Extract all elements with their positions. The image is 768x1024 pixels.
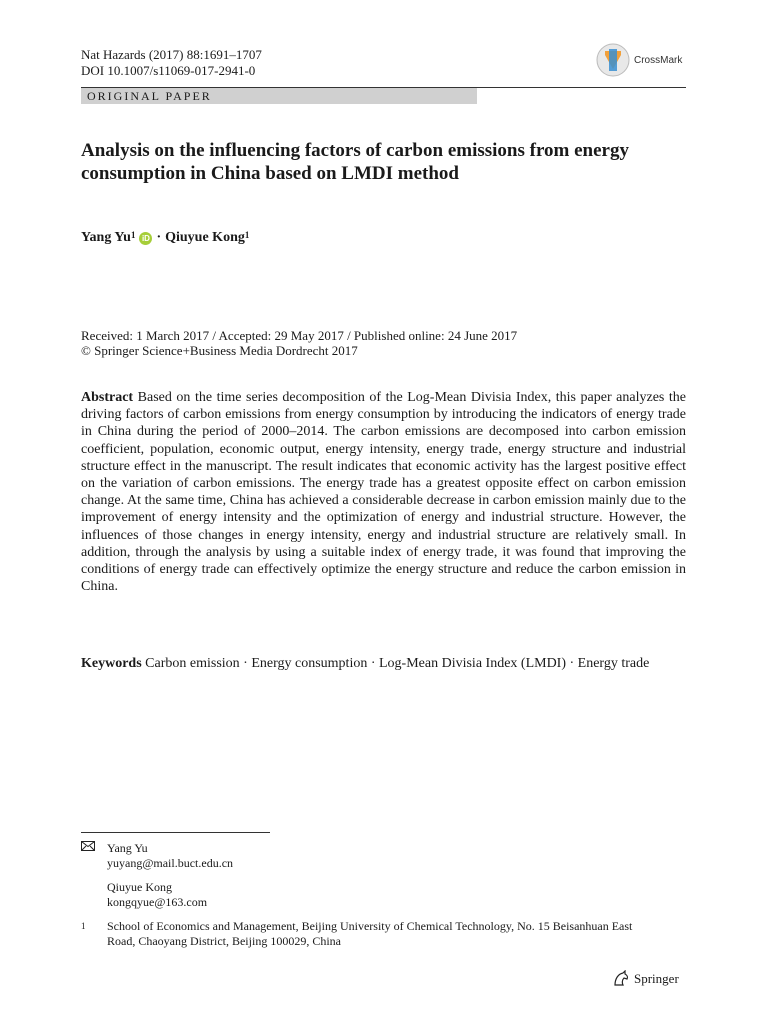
- author-affil-marker: 1: [244, 230, 250, 240]
- author-affil-marker: 1: [130, 230, 136, 240]
- keywords-text: Carbon emission · Energy consumption · Log-Mean Divisia Index (LMDI) · Energy trade: [145, 656, 650, 671]
- publisher-name: Springer: [634, 971, 679, 986]
- correspondence-entry: [107, 880, 233, 910]
- journal-header: [81, 47, 262, 79]
- crossmark-badge[interactable]: [596, 43, 682, 77]
- copyright-line: © Springer Science+Business Media Dordrecht 2017: [81, 343, 358, 358]
- affiliation-text: School of Economics and Management, Beijing University of Chemical Technology, No. 15 Beisanhuan East Road, Chaoyang District, Beijing 100029, China: [107, 919, 633, 948]
- correspondent-email[interactable]: kongqyue@163.com: [107, 895, 208, 909]
- journal-citation: Nat Hazards (2017) 88:1691–1707: [81, 47, 262, 62]
- keywords: [81, 655, 686, 672]
- springer-horse-icon: [612, 970, 630, 988]
- abstract-label: Abstract: [81, 390, 134, 405]
- author-name[interactable]: Yang Yu: [81, 230, 131, 245]
- footnote-rule: [81, 832, 270, 833]
- correspondent-email[interactable]: yuyang@mail.buct.edu.cn: [107, 856, 234, 870]
- crossmark-icon: [596, 43, 630, 77]
- keywords-label: Keywords: [81, 656, 142, 671]
- publisher-logo: [612, 970, 679, 988]
- dates-line: Received: 1 March 2017 / Accepted: 29 May 2017 / Published online: 24 June 2017: [81, 328, 518, 343]
- orcid-icon[interactable]: iD: [139, 232, 152, 245]
- correspondent-name: Yang Yu: [107, 841, 148, 855]
- abstract-text: Based on the time series decomposition of the Log-Mean Divisia Index, this paper analyzes the driving factors of carbon emissions from energy consumption by introducing the indicators of energy trade in China during the period of 2000–2014. The carbon emissions are decomposed into carbon emission coefficient, population, economic output, energy intensity, energy trade, energy structure and industrial structure effect in the manuscript. The result indicates that economic activity has the largest positive effect on the variation of carbon emissions. The energy trade has a greatest opposite effect on carbon emission change. At the same time, China has achieved a considerable decrease in carbon emission mainly due to the improvement of energy intensity and the optimization of energy and industrial structure. However, the influences of those changes in energy intensity, energy and industrial structure are relatively small. In addition, through the analysis by using a suitable index of energy trade, it was found that improving the conditions of energy trade can effectively optimize the energy structure and reduce the carbon emission in China.: [81, 390, 686, 595]
- journal-doi[interactable]: DOI 10.1007/s11069-017-2941-0: [81, 63, 256, 78]
- author-name[interactable]: Qiuyue Kong: [165, 230, 245, 245]
- publication-dates: [81, 328, 517, 358]
- section-label: ORIGINAL PAPER: [87, 89, 212, 103]
- section-band: [81, 88, 477, 104]
- author-list: [81, 230, 249, 246]
- crossmark-label: CrossMark: [634, 54, 683, 66]
- correspondent-name: Qiuyue Kong: [107, 880, 172, 894]
- correspondence-entry: [107, 841, 233, 871]
- affiliation: [81, 919, 647, 949]
- author-separator: ·: [156, 230, 162, 245]
- abstract: [81, 389, 686, 595]
- envelope-icon: [81, 841, 95, 851]
- paper-title: Analysis on the influencing factors of carbon emissions from energy consumption in China based on LMDI method: [81, 140, 629, 184]
- correspondence: [81, 841, 233, 910]
- affiliation-number: 1: [81, 921, 86, 931]
